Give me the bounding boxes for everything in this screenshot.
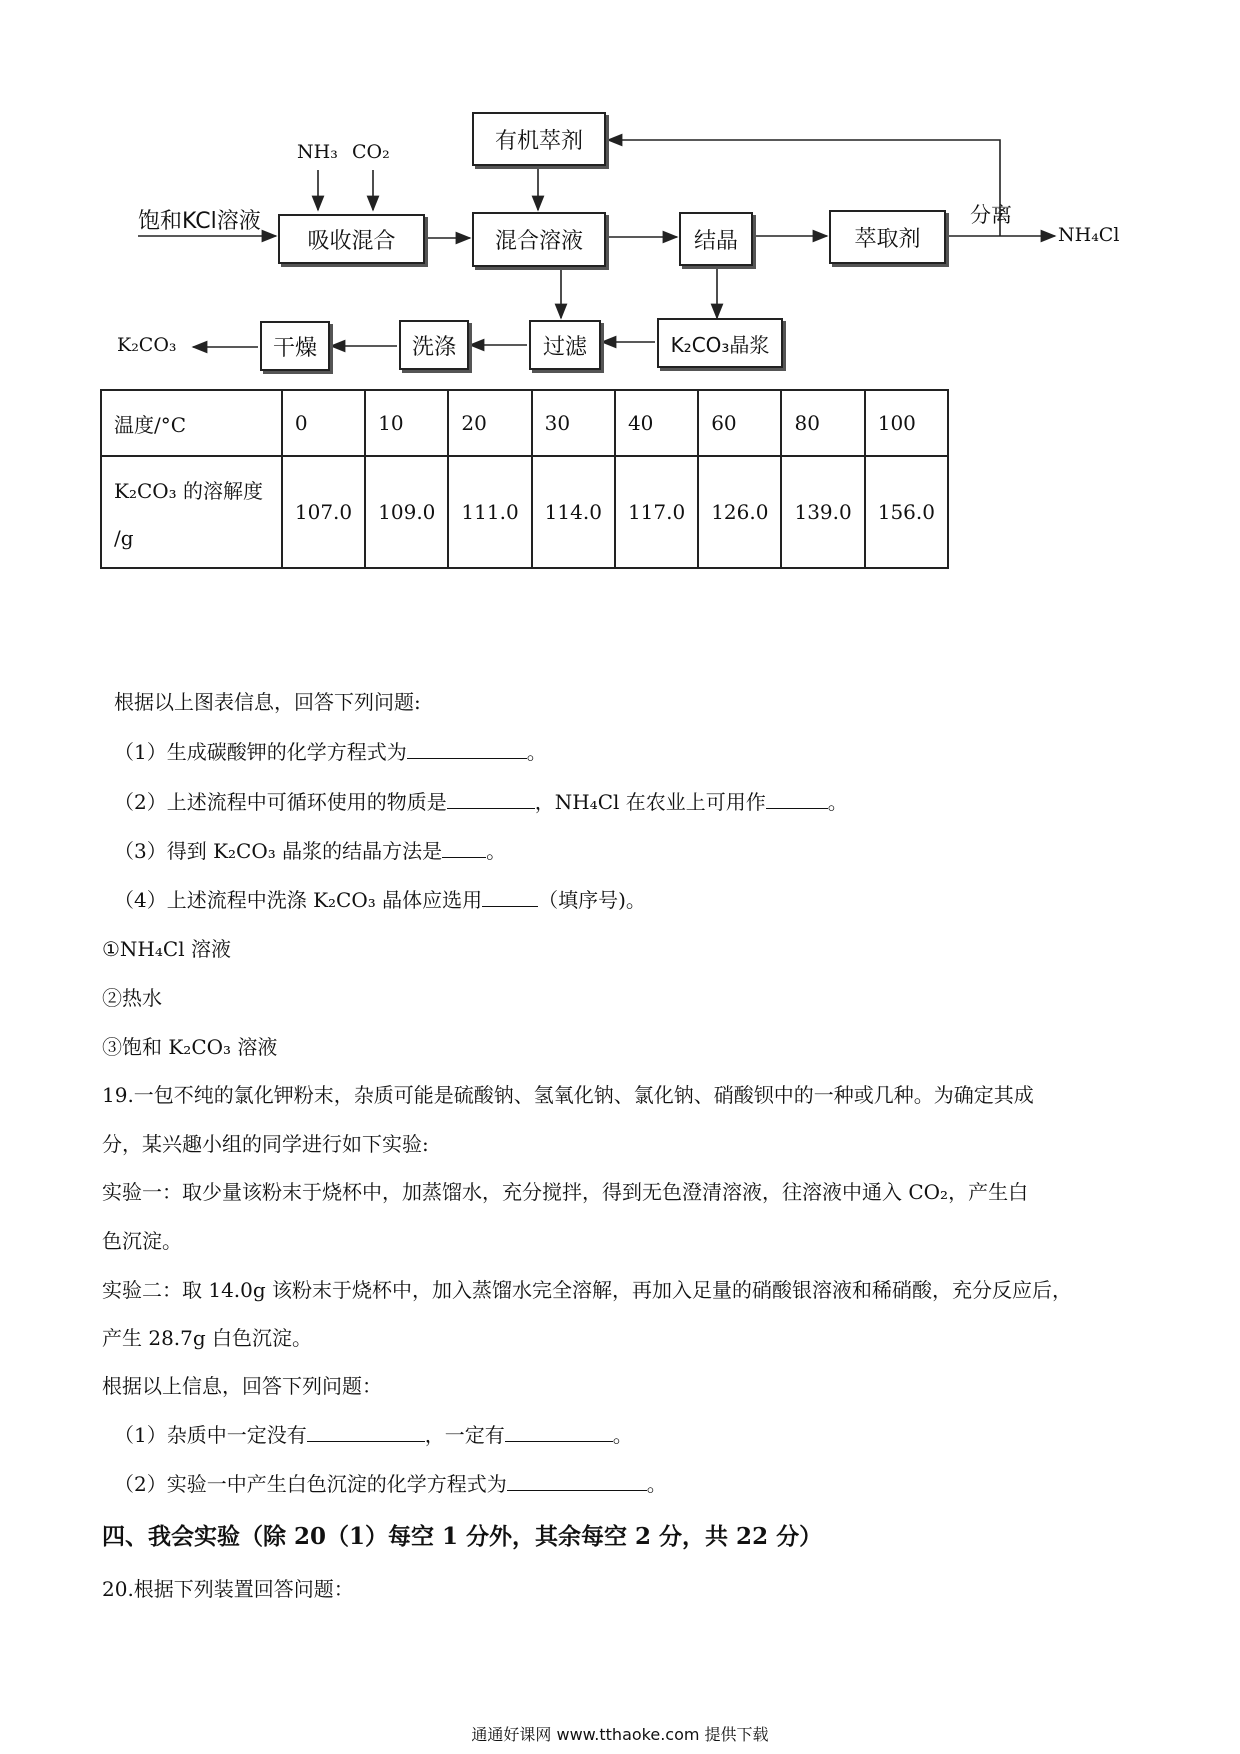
k2co3-product-label: K₂CO₃ <box>117 334 177 356</box>
organic-extractant-box: 有机萃剂 <box>472 112 606 166</box>
dry-box: 干燥 <box>260 321 330 371</box>
table-cell: 10 <box>365 390 448 456</box>
flowchart-arrows <box>0 0 1240 400</box>
table-cell: 107.0 <box>282 456 365 568</box>
table-cell: 156.0 <box>865 456 948 568</box>
solubility-header-line1: K₂CO₃ 的溶解度 <box>114 478 264 503</box>
section-4-heading: 四、我会实验（除 20（1）每空 1 分外，其余每空 2 分，共 22 分） <box>102 1523 823 1550</box>
q19-exp2-line2: 产生 28.7g 白色沉淀。 <box>102 1326 313 1350</box>
table-cell: 0 <box>282 390 365 456</box>
table-cell: 114.0 <box>532 456 615 568</box>
q18-option-2: ②热水 <box>102 986 162 1010</box>
q19-line1: 19.一包不纯的氯化钾粉末，杂质可能是硫酸钠、氢氧化钠、氯化钠、硝酸钡中的一种或几种。为确定其成 <box>102 1083 1034 1107</box>
q19-line2: 分，某兴趣小组的同学进行如下实验: <box>102 1132 429 1156</box>
co2-label: CO₂ <box>352 141 390 163</box>
answer-blank[interactable] <box>447 788 535 809</box>
answer-blank[interactable] <box>766 788 828 809</box>
table-row <box>101 390 948 456</box>
q19-part1: （1）杂质中一定没有 ，一定有 。 <box>114 1423 633 1447</box>
solubility-header-line2: /g <box>114 525 134 550</box>
answer-blank[interactable] <box>307 1421 425 1442</box>
table-cell: 80 <box>781 390 864 456</box>
table-cell: 117.0 <box>615 456 698 568</box>
answer-blank[interactable] <box>407 738 527 759</box>
table-cell: 126.0 <box>698 456 781 568</box>
q18-part2: （2）上述流程中可循环使用的物质是 ，NH₄Cl 在农业上可用作 。 <box>114 790 848 814</box>
q18-part3: （3）得到 K₂CO₃ 晶浆的结晶方法是 。 <box>114 839 507 863</box>
answer-blank[interactable] <box>505 1421 613 1442</box>
table-cell: 60 <box>698 390 781 456</box>
solubility-table <box>100 389 949 569</box>
extractant-box: 萃取剂 <box>829 210 946 264</box>
filter-box: 过滤 <box>529 320 601 370</box>
q18-option-1: ①NH₄Cl 溶液 <box>102 937 231 961</box>
table-cell: 20 <box>448 390 531 456</box>
wash-box: 洗涤 <box>399 320 469 370</box>
answer-blank[interactable] <box>442 837 486 858</box>
q19-exp2-line1: 实验二：取 14.0g 该粉末于烧杯中，加入蒸馏水完全溶解，再加入足量的硝酸银溶液和稀硝酸，充分反应后， <box>102 1278 1073 1302</box>
table-cell: 111.0 <box>448 456 531 568</box>
mixed-solution-box: 混合溶液 <box>472 212 606 267</box>
absorb-mix-box: 吸收混合 <box>278 214 425 264</box>
table-cell: 109.0 <box>365 456 448 568</box>
table-header-cell: 温度/°C <box>101 390 282 456</box>
q19-intro: 根据以上信息，回答下列问题： <box>102 1374 382 1398</box>
q18-part1: （1）生成碳酸钾的化学方程式为 。 <box>114 740 547 764</box>
table-cell: 100 <box>865 390 948 456</box>
q18-part4: （4）上述流程中洗涤 K₂CO₃ 晶体应选用 （填序号)。 <box>114 888 646 912</box>
nh4cl-product-label: NH₄Cl <box>1058 224 1120 246</box>
separate-label: 分离 <box>970 203 1012 227</box>
q20-line1: 20.根据下列装置回答问题： <box>102 1577 354 1601</box>
q19-exp1-line2: 色沉淀。 <box>102 1229 182 1253</box>
q19-exp1-line1: 实验一：取少量该粉末于烧杯中，加蒸馏水，充分搅拌，得到无色澄清溶液，往溶液中通入 CO₂，产生白 <box>102 1180 1029 1204</box>
page-footer: 通通好课网 www.tthaoke.com 提供下载 <box>471 1725 769 1744</box>
q18-option-3: ③饱和 K₂CO₃ 溶液 <box>102 1035 278 1059</box>
k2co3-slurry-box: K₂CO₃晶浆 <box>657 318 783 368</box>
q18-intro: 根据以上图表信息，回答下列问题: <box>114 690 421 714</box>
nh3-label: NH₃ <box>297 141 338 163</box>
table-header-cell <box>101 456 282 568</box>
crystallize-box: 结晶 <box>679 212 753 266</box>
table-cell: 30 <box>532 390 615 456</box>
answer-blank[interactable] <box>482 886 538 907</box>
table-row <box>101 456 948 568</box>
table-cell: 40 <box>615 390 698 456</box>
feed-label: 饱和KCl溶液 <box>138 209 261 234</box>
answer-blank[interactable] <box>507 1470 647 1491</box>
q19-part2: （2）实验一中产生白色沉淀的化学方程式为 。 <box>114 1472 667 1496</box>
table-cell: 139.0 <box>781 456 864 568</box>
